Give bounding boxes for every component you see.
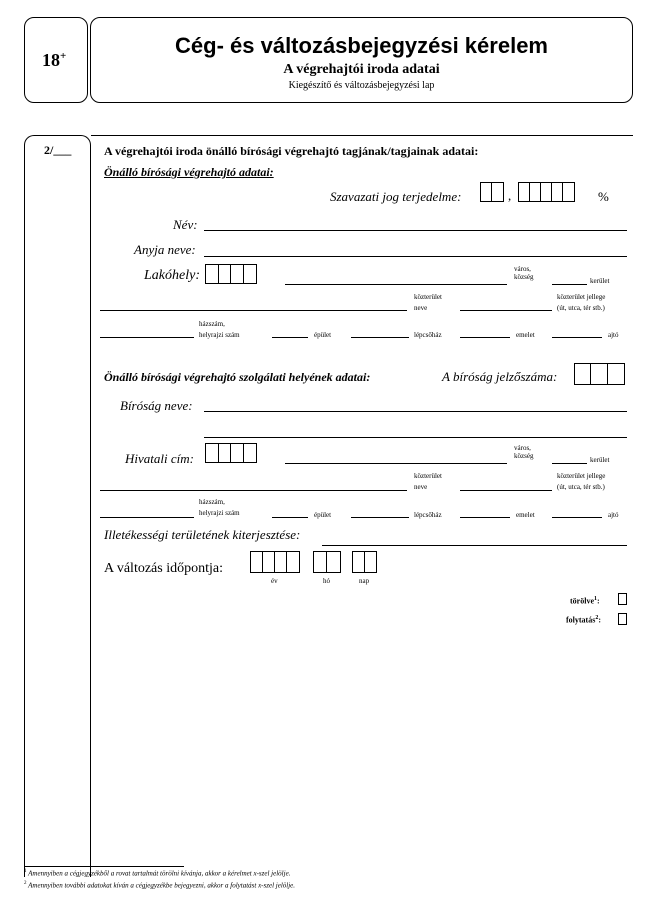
office-street-field[interactable] bbox=[100, 490, 407, 491]
door-caption: ajtó bbox=[608, 331, 619, 339]
change-year-cells[interactable] bbox=[250, 551, 300, 573]
footnote-rule bbox=[24, 866, 184, 867]
office-postcode-cells[interactable] bbox=[205, 443, 257, 463]
residence-house-field[interactable] bbox=[100, 337, 194, 338]
office-district-field[interactable] bbox=[552, 463, 587, 464]
residence-building-field[interactable] bbox=[272, 337, 308, 338]
court-code-label: A bíróság jelzőszáma: bbox=[442, 369, 558, 384]
name-field[interactable] bbox=[204, 230, 627, 231]
vote-decimal-cells[interactable] bbox=[518, 182, 575, 202]
street-type-caption: közterület jellege (út, utca, tér stb.) bbox=[557, 293, 606, 312]
month-caption: hó bbox=[323, 577, 330, 585]
office-street-type-caption: közterület jellege (út, utca, tér stb.) bbox=[557, 472, 606, 491]
office-district-caption: kerület bbox=[590, 456, 610, 464]
office-stair-caption: lépcsőház bbox=[414, 511, 442, 519]
deleted-checkbox[interactable] bbox=[618, 593, 627, 605]
change-day-cells[interactable] bbox=[352, 551, 377, 573]
city-caption: város, község bbox=[514, 265, 534, 281]
office-building-field[interactable] bbox=[272, 517, 308, 518]
house-caption: házszám, helyrajzi szám bbox=[199, 320, 240, 339]
office-house-caption: házszám, helyrajzi szám bbox=[199, 498, 240, 517]
change-date-label: A változás időpontja: bbox=[104, 561, 223, 576]
mother-name-field[interactable] bbox=[204, 256, 627, 257]
mother-name-label: Anyja neve: bbox=[134, 242, 196, 257]
jurisdiction-field[interactable] bbox=[322, 545, 627, 546]
residence-district-field[interactable] bbox=[552, 284, 587, 285]
court-name-field-2[interactable] bbox=[204, 437, 627, 438]
page-subtitle: A végrehajtói iroda adatai bbox=[283, 62, 440, 77]
office-house-field[interactable] bbox=[100, 517, 194, 518]
page-subsubtitle: Kiegészítő és változásbejegyzési lap bbox=[288, 80, 435, 91]
office-address-label: Hivatali cím: bbox=[125, 451, 194, 466]
residence-stair-field[interactable] bbox=[351, 337, 409, 338]
residence-floor-field[interactable] bbox=[460, 337, 510, 338]
office-stair-field[interactable] bbox=[351, 517, 409, 518]
stair-caption: lépcsőház bbox=[414, 331, 442, 339]
office-door-caption: ajtó bbox=[608, 511, 619, 519]
percent-sign: % bbox=[598, 189, 609, 204]
floor-caption: emelet bbox=[516, 331, 535, 339]
court-code-cells[interactable] bbox=[574, 363, 625, 385]
section-top-rule bbox=[91, 135, 633, 136]
form-number: 18+ bbox=[42, 50, 67, 70]
residence-postcode-cells[interactable] bbox=[205, 264, 257, 284]
court-name-field[interactable] bbox=[204, 411, 627, 412]
section-heading: A végrehajtói iroda önálló bírósági végrehajtó tagjának/tagjainak adatai: bbox=[104, 144, 479, 158]
residence-street-field[interactable] bbox=[100, 310, 407, 311]
office-street-type-field[interactable] bbox=[460, 490, 552, 491]
footnote-1: $^1$ Amennyiben a cégjegyzékből a rovat tartalmát törölni kívánja, akkor a kérelmet x-szel jelölje. bbox=[24, 869, 291, 878]
section-number-column bbox=[24, 135, 91, 877]
street-name-caption: közterület neve bbox=[414, 293, 442, 312]
office-door-field[interactable] bbox=[552, 517, 602, 518]
residence-city-field[interactable] bbox=[285, 284, 507, 285]
continued-checkbox[interactable] bbox=[618, 613, 627, 625]
executor-heading: Önálló bírósági végrehajtó adatai: bbox=[104, 165, 274, 179]
office-floor-caption: emelet bbox=[516, 511, 535, 519]
office-building-caption: épület bbox=[314, 511, 332, 519]
name-label: Név: bbox=[173, 217, 198, 232]
year-caption: év bbox=[271, 577, 278, 585]
office-street-name-caption: közterület neve bbox=[414, 472, 442, 491]
office-floor-field[interactable] bbox=[460, 517, 510, 518]
deleted-label: törölve$^1$: bbox=[570, 596, 600, 606]
continued-label: folytatás$^2$: bbox=[566, 615, 601, 625]
building-caption: épület bbox=[314, 331, 332, 339]
residence-door-field[interactable] bbox=[552, 337, 602, 338]
office-city-field[interactable] bbox=[285, 463, 507, 464]
day-caption: nap bbox=[359, 577, 370, 585]
page-title: Cég- és változásbejegyzési kérelem bbox=[175, 33, 548, 58]
vote-label: Szavazati jog terjedelme: bbox=[330, 189, 462, 204]
vote-integer-cells[interactable] bbox=[480, 182, 504, 202]
jurisdiction-label: Illetékességi területének kiterjesztése: bbox=[104, 527, 301, 542]
court-name-label: Bíróság neve: bbox=[120, 398, 193, 413]
residence-street-type-field[interactable] bbox=[460, 310, 552, 311]
office-heading: Önálló bírósági végrehajtó szolgálati helyének adatai: bbox=[104, 370, 371, 384]
office-city-caption: város, község bbox=[514, 444, 534, 460]
residence-label: Lakóhely: bbox=[144, 268, 200, 283]
section-number: 2/___ bbox=[44, 143, 72, 157]
change-month-cells[interactable] bbox=[313, 551, 341, 573]
district-caption: kerület bbox=[590, 277, 610, 285]
footnote-2: $^2$ Amennyiben további adatokat kíván a cégjegyzékbe bejegyezni, akkor a folytatást x-szel jelölje. bbox=[24, 881, 296, 890]
vote-separator: , bbox=[508, 188, 512, 203]
